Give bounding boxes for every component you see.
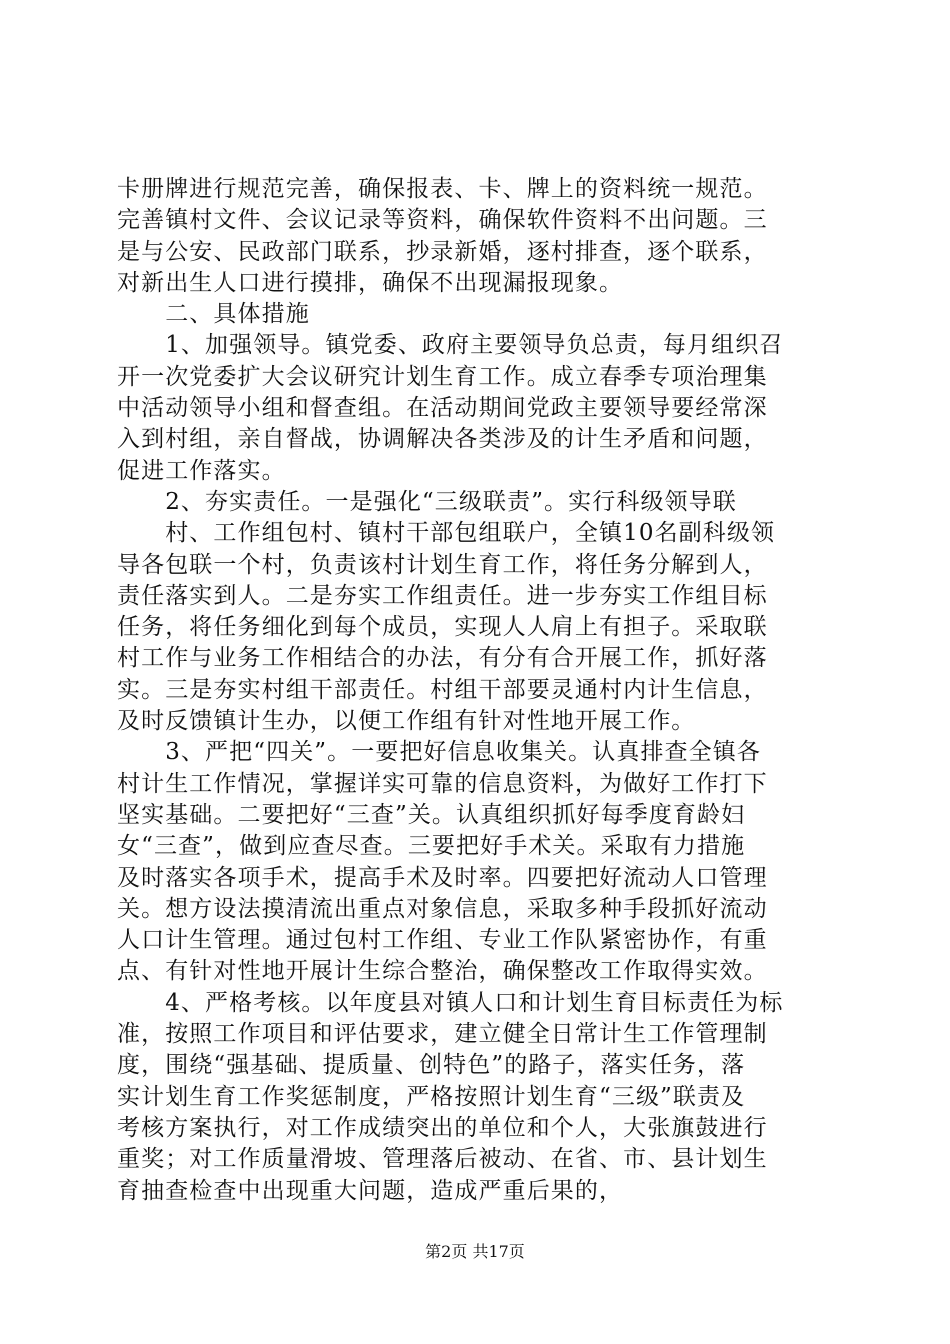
text-line: 实。三是夯实村组干部责任。村组干部要灵通村内计生信息， bbox=[117, 676, 768, 703]
text-line: 促进工作落实。 bbox=[117, 457, 286, 484]
text-line: 关。想方设法摸清流出重点对象信息，采取多种手段抓好流动 bbox=[117, 895, 768, 922]
text-line: 村工作与业务工作相结合的办法，有分有合开展工作，抓好落 bbox=[117, 645, 768, 672]
text-line: 及时落实各项手术，提高手术及时率。四要把好流动人口管理 bbox=[117, 864, 768, 891]
text-line: 人口计生管理。通过包村工作组、专业工作队紧密协作，有重 bbox=[117, 927, 768, 954]
text-line: 二、具体措施 bbox=[117, 301, 310, 328]
text-line: 村计生工作情况，掌握详实可靠的信息资料，为做好工作打下 bbox=[117, 770, 768, 797]
text-line: 村、工作组包村、镇村干部包组联户，全镇10名副科级领 bbox=[117, 520, 776, 547]
text-line: 中活动领导小组和督查组。在活动期间党政主要领导要经常深 bbox=[117, 395, 768, 422]
text-line: 任务，将任务细化到每个成员，实现人人肩上有担子。采取联 bbox=[117, 614, 768, 641]
text-line: 育抽查检查中出现重大问题，造成严重后果的， bbox=[117, 1177, 624, 1204]
page-number-footer: 第2页 共17页 bbox=[425, 1242, 525, 1261]
text-line: 重奖；对工作质量滑坡、管理落后被动、在省、市、县计划生 bbox=[117, 1146, 768, 1173]
text-line: 及时反馈镇计生办，以便工作组有针对性地开展工作。 bbox=[117, 708, 696, 735]
text-line: 3、严把“四关”。一要把好信息收集关。认真排查全镇各 bbox=[117, 739, 761, 766]
text-line: 点、有针对性地开展计生综合整治，确保整改工作取得实效。 bbox=[117, 958, 768, 985]
text-line: 女“三查”，做到应查尽查。三要把好手术关。采取有力措施 bbox=[117, 833, 746, 860]
text-line: 坚实基础。二要把好“三查”关。认真组织抓好每季度育龄妇 bbox=[117, 801, 746, 828]
text-line: 完善镇村文件、会议记录等资料，确保软件资料不出问题。三 bbox=[117, 207, 768, 234]
text-line: 4、严格考核。以年度县对镇人口和计划生育目标责任为标 bbox=[117, 989, 784, 1016]
text-line: 实计划生育工作奖惩制度，严格按照计划生育“三级”联责及 bbox=[117, 1083, 746, 1110]
text-line: 对新出生人口进行摸排，确保不出现漏报现象。 bbox=[117, 269, 624, 296]
text-line: 导各包联一个村，负责该村计划生育工作，将任务分解到人， bbox=[117, 551, 768, 578]
text-line: 1、加强领导。镇党委、政府主要领导负总责，每月组织召 bbox=[117, 332, 784, 359]
document-body bbox=[117, 174, 837, 1207]
text-line: 准，按照工作项目和评估要求，建立健全日常计生工作管理制 bbox=[117, 1021, 768, 1048]
text-line: 2、夯实责任。一是强化“三级联责”。实行科级领导联 bbox=[117, 488, 737, 515]
text-line: 开一次党委扩大会议研究计划生育工作。成立春季专项治理集 bbox=[117, 363, 768, 390]
text-line: 卡册牌进行规范完善，确保报表、卡、牌上的资料统一规范。 bbox=[117, 176, 768, 202]
text-line: 是与公安、民政部门联系，抄录新婚，逐村排查，逐个联系， bbox=[117, 238, 768, 265]
text-line: 度，围绕“强基础、提质量、创特色”的路子，落实任务，落 bbox=[117, 1052, 746, 1079]
text-line: 入到村组，亲自督战，协调解决各类涉及的计生矛盾和问题， bbox=[117, 426, 768, 453]
text-line: 责任落实到人。二是夯实工作组责任。进一步夯实工作组目标 bbox=[117, 582, 768, 609]
text-line: 考核方案执行，对工作成绩突出的单位和个人，大张旗鼓进行 bbox=[117, 1114, 768, 1141]
